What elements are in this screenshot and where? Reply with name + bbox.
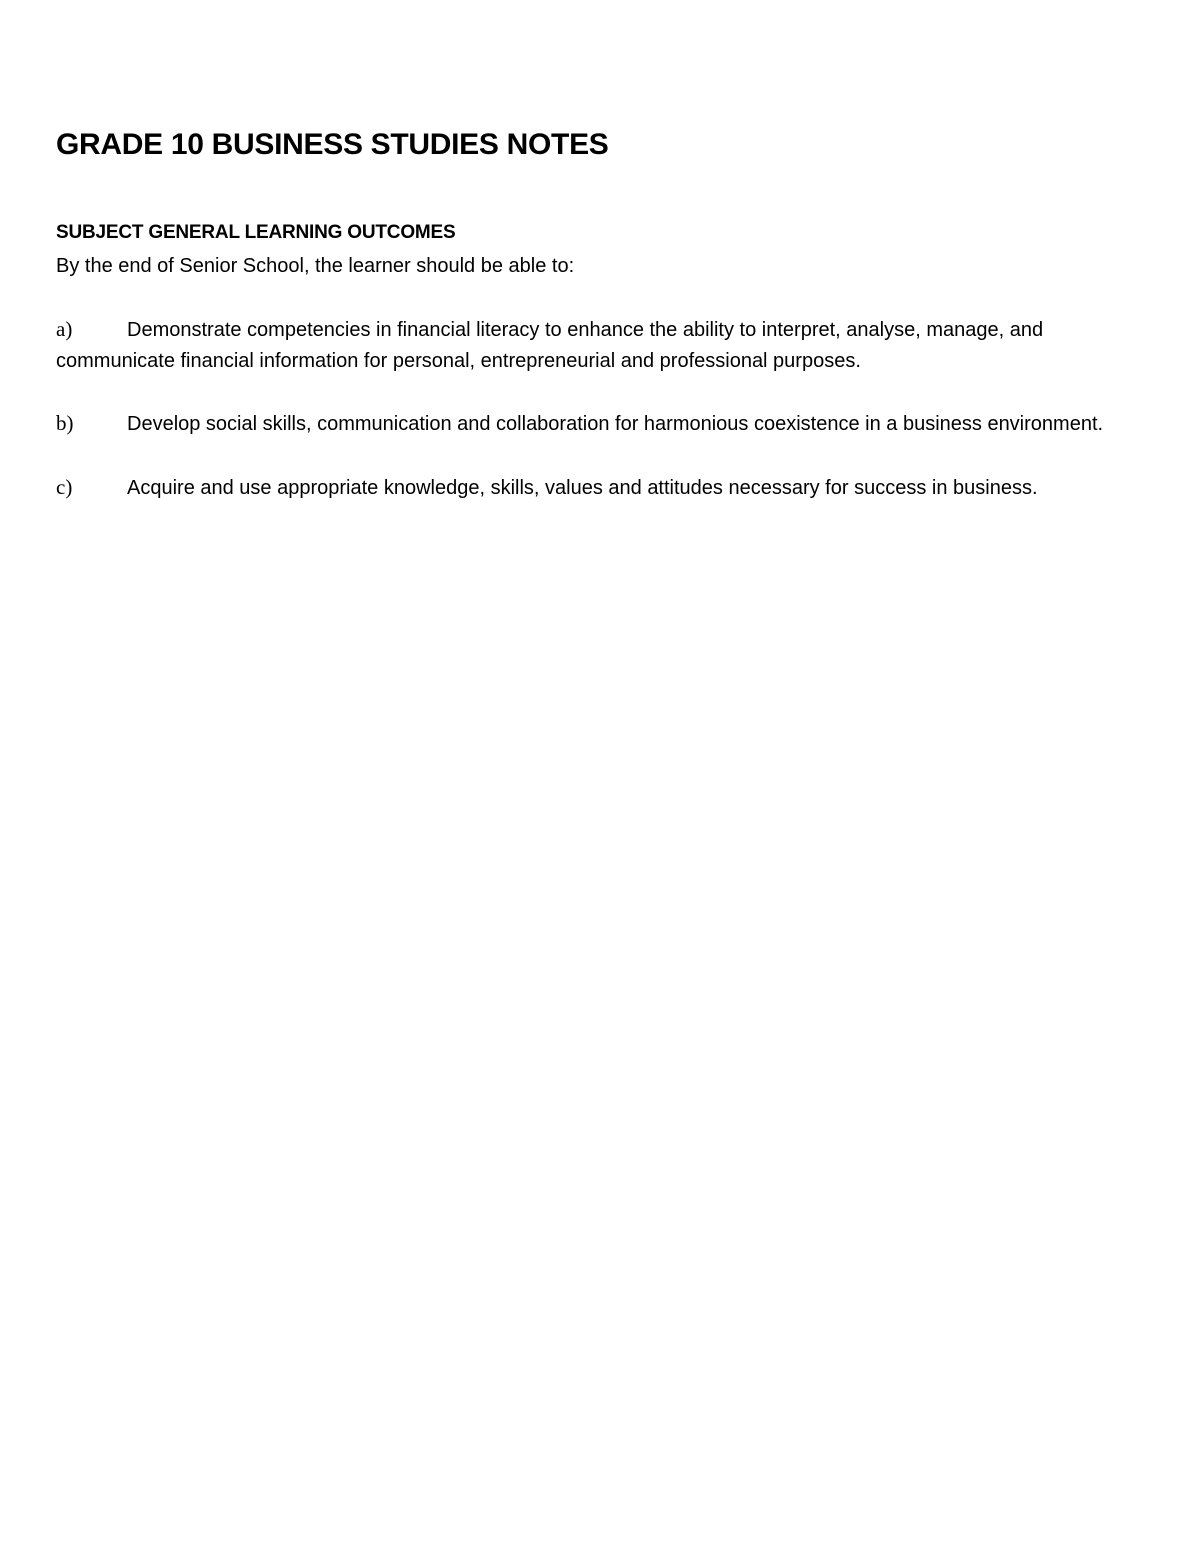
outcome-letter: b) — [56, 411, 74, 435]
outcome-text: Demonstrate competencies in financial literacy to enhance the ability to interpret, analyse, manage, and communicate financial information for personal, entrepreneurial and professional purposes. — [56, 319, 1044, 372]
outcome-letter: a) — [56, 317, 73, 341]
outcome-text: Acquire and use appropriate knowledge, skills, values and attitudes necessary for success in business. — [127, 476, 1038, 499]
outcome-text: Develop social skills, communication and collaboration for harmonious coexistence in a business environment. — [127, 413, 1104, 435]
page-title: GRADE 10 BUSINESS STUDIES NOTES — [56, 128, 609, 161]
outcome-item-c — [56, 472, 1136, 504]
outcome-item-b — [56, 408, 1136, 440]
intro-paragraph: By the end of Senior School, the learner should be able to: — [56, 255, 575, 277]
outcome-item-a — [56, 314, 1136, 376]
document-body — [56, 124, 1136, 503]
section-heading: SUBJECT GENERAL LEARNING OUTCOMES — [56, 222, 456, 243]
outcome-letter: c) — [56, 474, 73, 499]
